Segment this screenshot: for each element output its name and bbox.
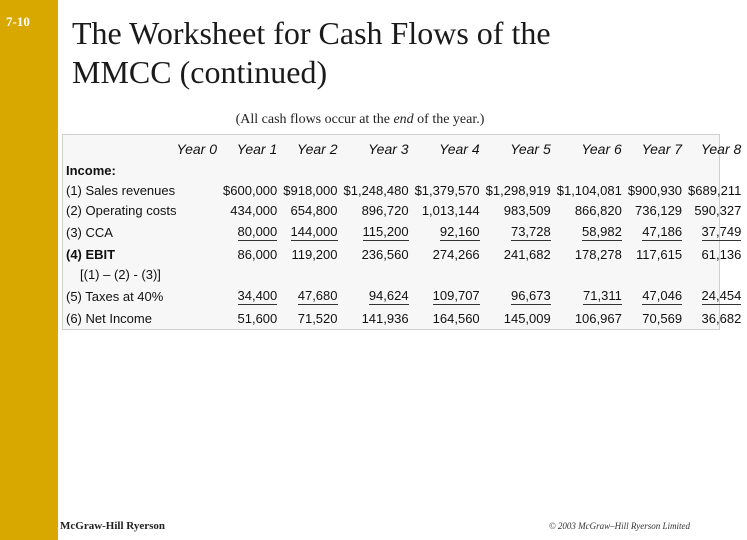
row-label: (3) CCA	[66, 224, 113, 240]
row-label: (1) Sales revenues	[66, 182, 176, 198]
table-cell: 1,013,144	[421, 202, 480, 218]
header-row	[62, 138, 747, 160]
table-cell: 115,200	[362, 223, 409, 239]
table-row	[62, 264, 747, 284]
table-cell: $1,104,081	[556, 182, 622, 198]
table-cell: 37,749	[701, 223, 742, 239]
table-cell: 61,136	[701, 246, 742, 262]
row-label: (4) EBIT	[66, 246, 116, 262]
table-cell: 654,800	[290, 202, 338, 218]
table-cell: 144,000	[290, 223, 338, 239]
row-label: [(1) – (2) - (3)]	[80, 266, 161, 282]
header-year-6: Year 6	[581, 141, 622, 157]
title-line-2: MMCC (continued)	[72, 54, 328, 90]
table-cell: 241,682	[503, 246, 551, 262]
income-section-row	[62, 160, 747, 180]
copyright-notice: © 2003 McGraw–Hill Ryerson Limited	[548, 521, 690, 531]
table-cell: 34,400	[237, 287, 278, 303]
table-cell: 51,600	[237, 310, 278, 326]
table-row	[62, 180, 747, 200]
table-cell: 70,569	[642, 310, 683, 326]
header-year-7: Year 7	[641, 141, 683, 157]
table-cell: 590,327	[694, 202, 742, 218]
table-cell: 896,720	[361, 202, 409, 218]
table-row	[62, 220, 747, 244]
table-row	[62, 308, 747, 328]
table-cell: 71,520	[297, 310, 338, 326]
table-cell: 94,624	[368, 287, 409, 303]
table-cell: $1,298,919	[485, 182, 551, 198]
table-cell: $1,248,480	[343, 182, 409, 198]
row-label: (5) Taxes at 40%	[66, 288, 164, 304]
header-year-2: Year 2	[297, 141, 338, 157]
table-cell: $900,930	[627, 182, 683, 198]
table-cell: 164,560	[432, 310, 480, 326]
table-cell: 24,454	[701, 287, 742, 303]
table-cell: 434,000	[230, 202, 278, 218]
sidebar-bar	[0, 0, 58, 540]
income-label: Income:	[66, 162, 116, 178]
header-year-3: Year 3	[368, 141, 409, 157]
subtitle-post: of the year.)	[413, 112, 485, 127]
table-cell: 80,000	[237, 223, 278, 239]
subtitle-emphasis: end	[393, 112, 414, 127]
subtitle	[0, 112, 720, 128]
row-label: (2) Operating costs	[66, 202, 177, 218]
table-cell: 71,311	[583, 287, 622, 303]
table-cell: 736,129	[635, 202, 683, 218]
header-year-0: Year 0	[176, 141, 218, 157]
table-cell: 119,200	[291, 246, 338, 262]
table-row	[62, 284, 747, 308]
table-cell: 145,009	[503, 310, 551, 326]
table-cell: 274,266	[432, 246, 480, 262]
table-cell: 36,682	[701, 310, 742, 326]
header-year-5: Year 5	[510, 141, 551, 157]
table-cell: 47,680	[297, 287, 338, 303]
header-label-cell	[62, 138, 177, 160]
table-cell: 106,967	[574, 310, 622, 326]
header-year-4: Year 4	[439, 141, 480, 157]
table-cell: 58,982	[582, 223, 622, 239]
table-cell: 117,615	[636, 246, 683, 262]
header-year-1: Year 1	[236, 141, 278, 157]
table-cell: $918,000	[283, 182, 338, 198]
table-cell: $600,000	[223, 182, 278, 198]
table-cell: 236,560	[361, 246, 409, 262]
table-row	[62, 244, 747, 264]
table-cell: 73,728	[510, 223, 551, 239]
table-cell: $1,379,570	[414, 182, 480, 198]
title-line-1: The Worksheet for Cash Flows of the	[72, 15, 551, 51]
table-cell: 47,046	[642, 287, 683, 303]
table-cell: 109,707	[432, 287, 480, 303]
subtitle-pre: (All cash flows occur at the	[235, 112, 394, 127]
table-cell: 86,000	[237, 246, 278, 262]
row-label: (6) Net Income	[66, 310, 152, 326]
table-cell: $689,211	[688, 182, 742, 198]
slide-title	[72, 14, 692, 92]
slide-number: 7-10	[6, 14, 30, 29]
table-cell: 96,673	[510, 287, 551, 303]
header-year-8: Year 8	[700, 141, 742, 157]
table-cell: 983,509	[503, 202, 551, 218]
cash-flow-table	[62, 138, 747, 328]
table-row	[62, 200, 747, 220]
table-cell: 141,936	[361, 310, 409, 326]
table-cell: 178,278	[574, 246, 622, 262]
table-cell: 92,160	[439, 223, 480, 239]
table-cell: 866,820	[574, 202, 622, 218]
table-cell: 47,186	[642, 223, 683, 239]
publisher-label: McGraw-Hill Ryerson	[60, 520, 166, 532]
